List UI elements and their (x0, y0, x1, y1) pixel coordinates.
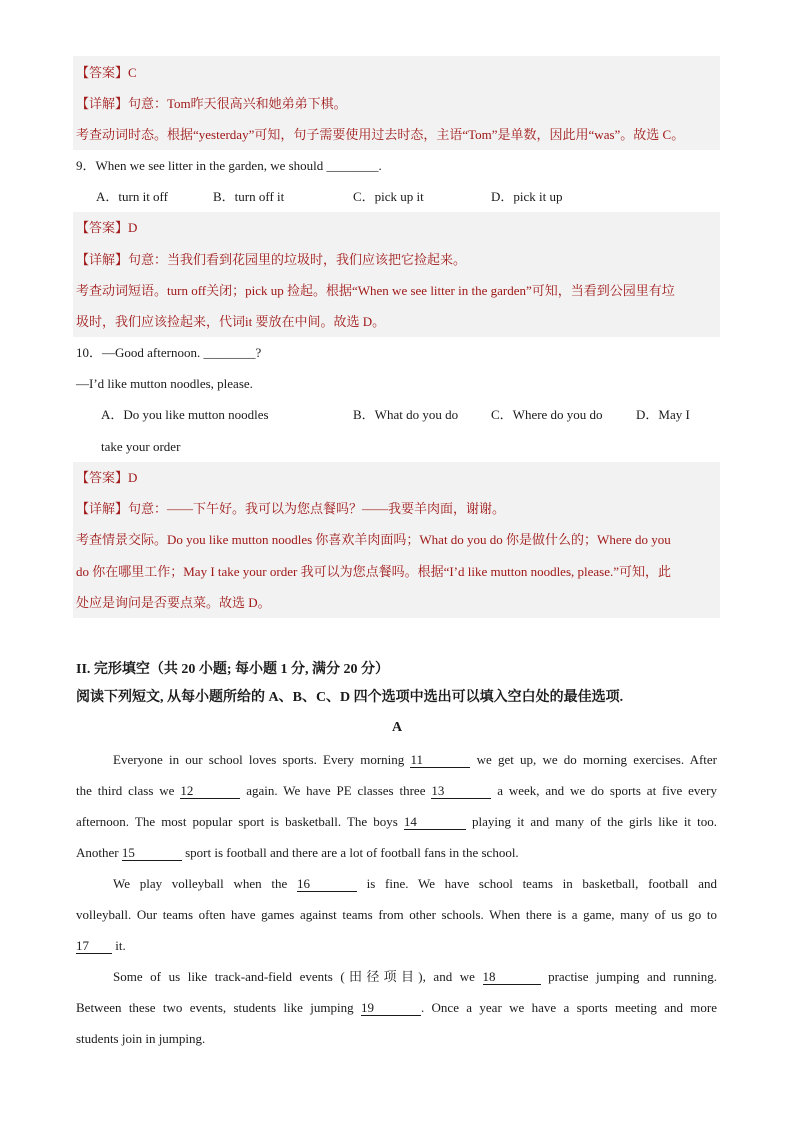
blank-19[interactable]: 19 (361, 1001, 421, 1016)
blank-12[interactable]: 12 (180, 784, 240, 799)
q9-option-b: B．turn off it (213, 189, 285, 204)
q10-option-d: D．May I (636, 407, 690, 422)
q8-answer: 【答案】C (76, 65, 137, 80)
q10-option-a: A．Do you like mutton noodles (101, 407, 269, 422)
blank-13[interactable]: 13 (431, 784, 491, 799)
blank-14[interactable]: 14 (404, 815, 466, 830)
q10-option-d-cont: take your order (101, 439, 181, 454)
q10-explain-3: 处应是询问是否要点菜。故选 D。 (76, 595, 271, 610)
blank-11[interactable]: 11 (410, 753, 470, 768)
p3-line-2: Between these two events, students like jumping 19 . Once a year we have a sports meeting and more (76, 1000, 718, 1015)
q8-detail: 【详解】句意：Tom昨天很高兴和她弟弟下棋。 (76, 96, 347, 111)
q10-detail: 【详解】句意：——下午好。我可以为您点餐吗？——我要羊肉面，谢谢。 (76, 501, 506, 516)
blank-17[interactable]: 17 (76, 939, 112, 954)
p3-line-1: Some of us like track-and-field events (田径项目), and we 18 practise jumping and running. (113, 969, 717, 984)
section-instruction: 阅读下列短文, 从每小题所给的 A、B、C、D 四个选项中选出可以填入空白处的最佳选项. (76, 690, 624, 705)
q10-answer: 【答案】D (76, 470, 138, 485)
passage-label: A (391, 720, 403, 735)
q9-answer: 【答案】D (76, 220, 138, 235)
p3-line-3: students join in jumping. (76, 1031, 206, 1046)
q9-option-a: A．turn it off (96, 189, 168, 204)
q9-explain-2: 圾时，我们应该捡起来，代词it 要放在中间。故选 D。 (76, 314, 386, 329)
q10-reply: —I’d like mutton noodles, please. (76, 376, 253, 391)
q9-option-d: D．pick it up (491, 189, 563, 204)
q9-option-c: C．pick up it (353, 189, 424, 204)
section-title: II. 完形填空（共 20 小题; 每小题 1 分, 满分 20 分） (76, 662, 390, 677)
q9-explain-1: 考查动词短语。turn off关闭；pick up 捡起。根据“When we see litter in the garden”可知，当看到公园里有垃 (76, 283, 675, 298)
p2-line-1: We play volleyball when the 16 is fine. We have school teams in basketball, football and (113, 876, 717, 891)
q8-explain: 考查动词时态。根据“yesterday”可知，句子需要使用过去时态，主语“Tom”是单数，因此用“was”。故选 C。 (76, 127, 685, 142)
q9-detail: 【详解】句意：当我们看到花园里的垃圾时，我们应该把它捡起来。 (76, 252, 467, 267)
q10-explain-2: do 你在哪里工作；May I take your order 我可以为您点餐吗。根据“I’d like mutton noodles, please.”可知，此 (76, 564, 672, 579)
q10-explain-1: 考查情景交际。Do you like mutton noodles 你喜欢羊肉面吗；What do you do 你是做什么的；Where do you (76, 532, 671, 547)
blank-18[interactable]: 18 (483, 970, 541, 985)
blank-15[interactable]: 15 (122, 846, 182, 861)
p2-line-3: 17 it. (76, 938, 126, 953)
q10-option-c: C．Where do you do (491, 407, 603, 422)
p1-line-2: the third class we 12 again. We have PE classes three 13 a week, and we do sports at five every (76, 783, 717, 798)
p1-line-1: Everyone in our school loves sports. Every morning 11 we get up, we do morning exercises. After (113, 752, 717, 767)
blank-16[interactable]: 16 (297, 877, 357, 892)
p1-line-3: afternoon. The most popular sport is basketball. The boys 14 playing it and many of the girls like it too. (76, 814, 717, 829)
q9-stem: 9．When we see litter in the garden, we should ________. (76, 158, 382, 173)
p1-line-4: Another 15 sport is football and there are a lot of football fans in the school. (76, 845, 519, 860)
q10-option-b: B．What do you do (353, 407, 459, 422)
p2-line-2: volleyball. Our teams often have games against teams from other schools. When there is a game, many of us go to (76, 907, 717, 922)
q10-stem: 10．—Good afternoon. ________? (76, 345, 262, 360)
